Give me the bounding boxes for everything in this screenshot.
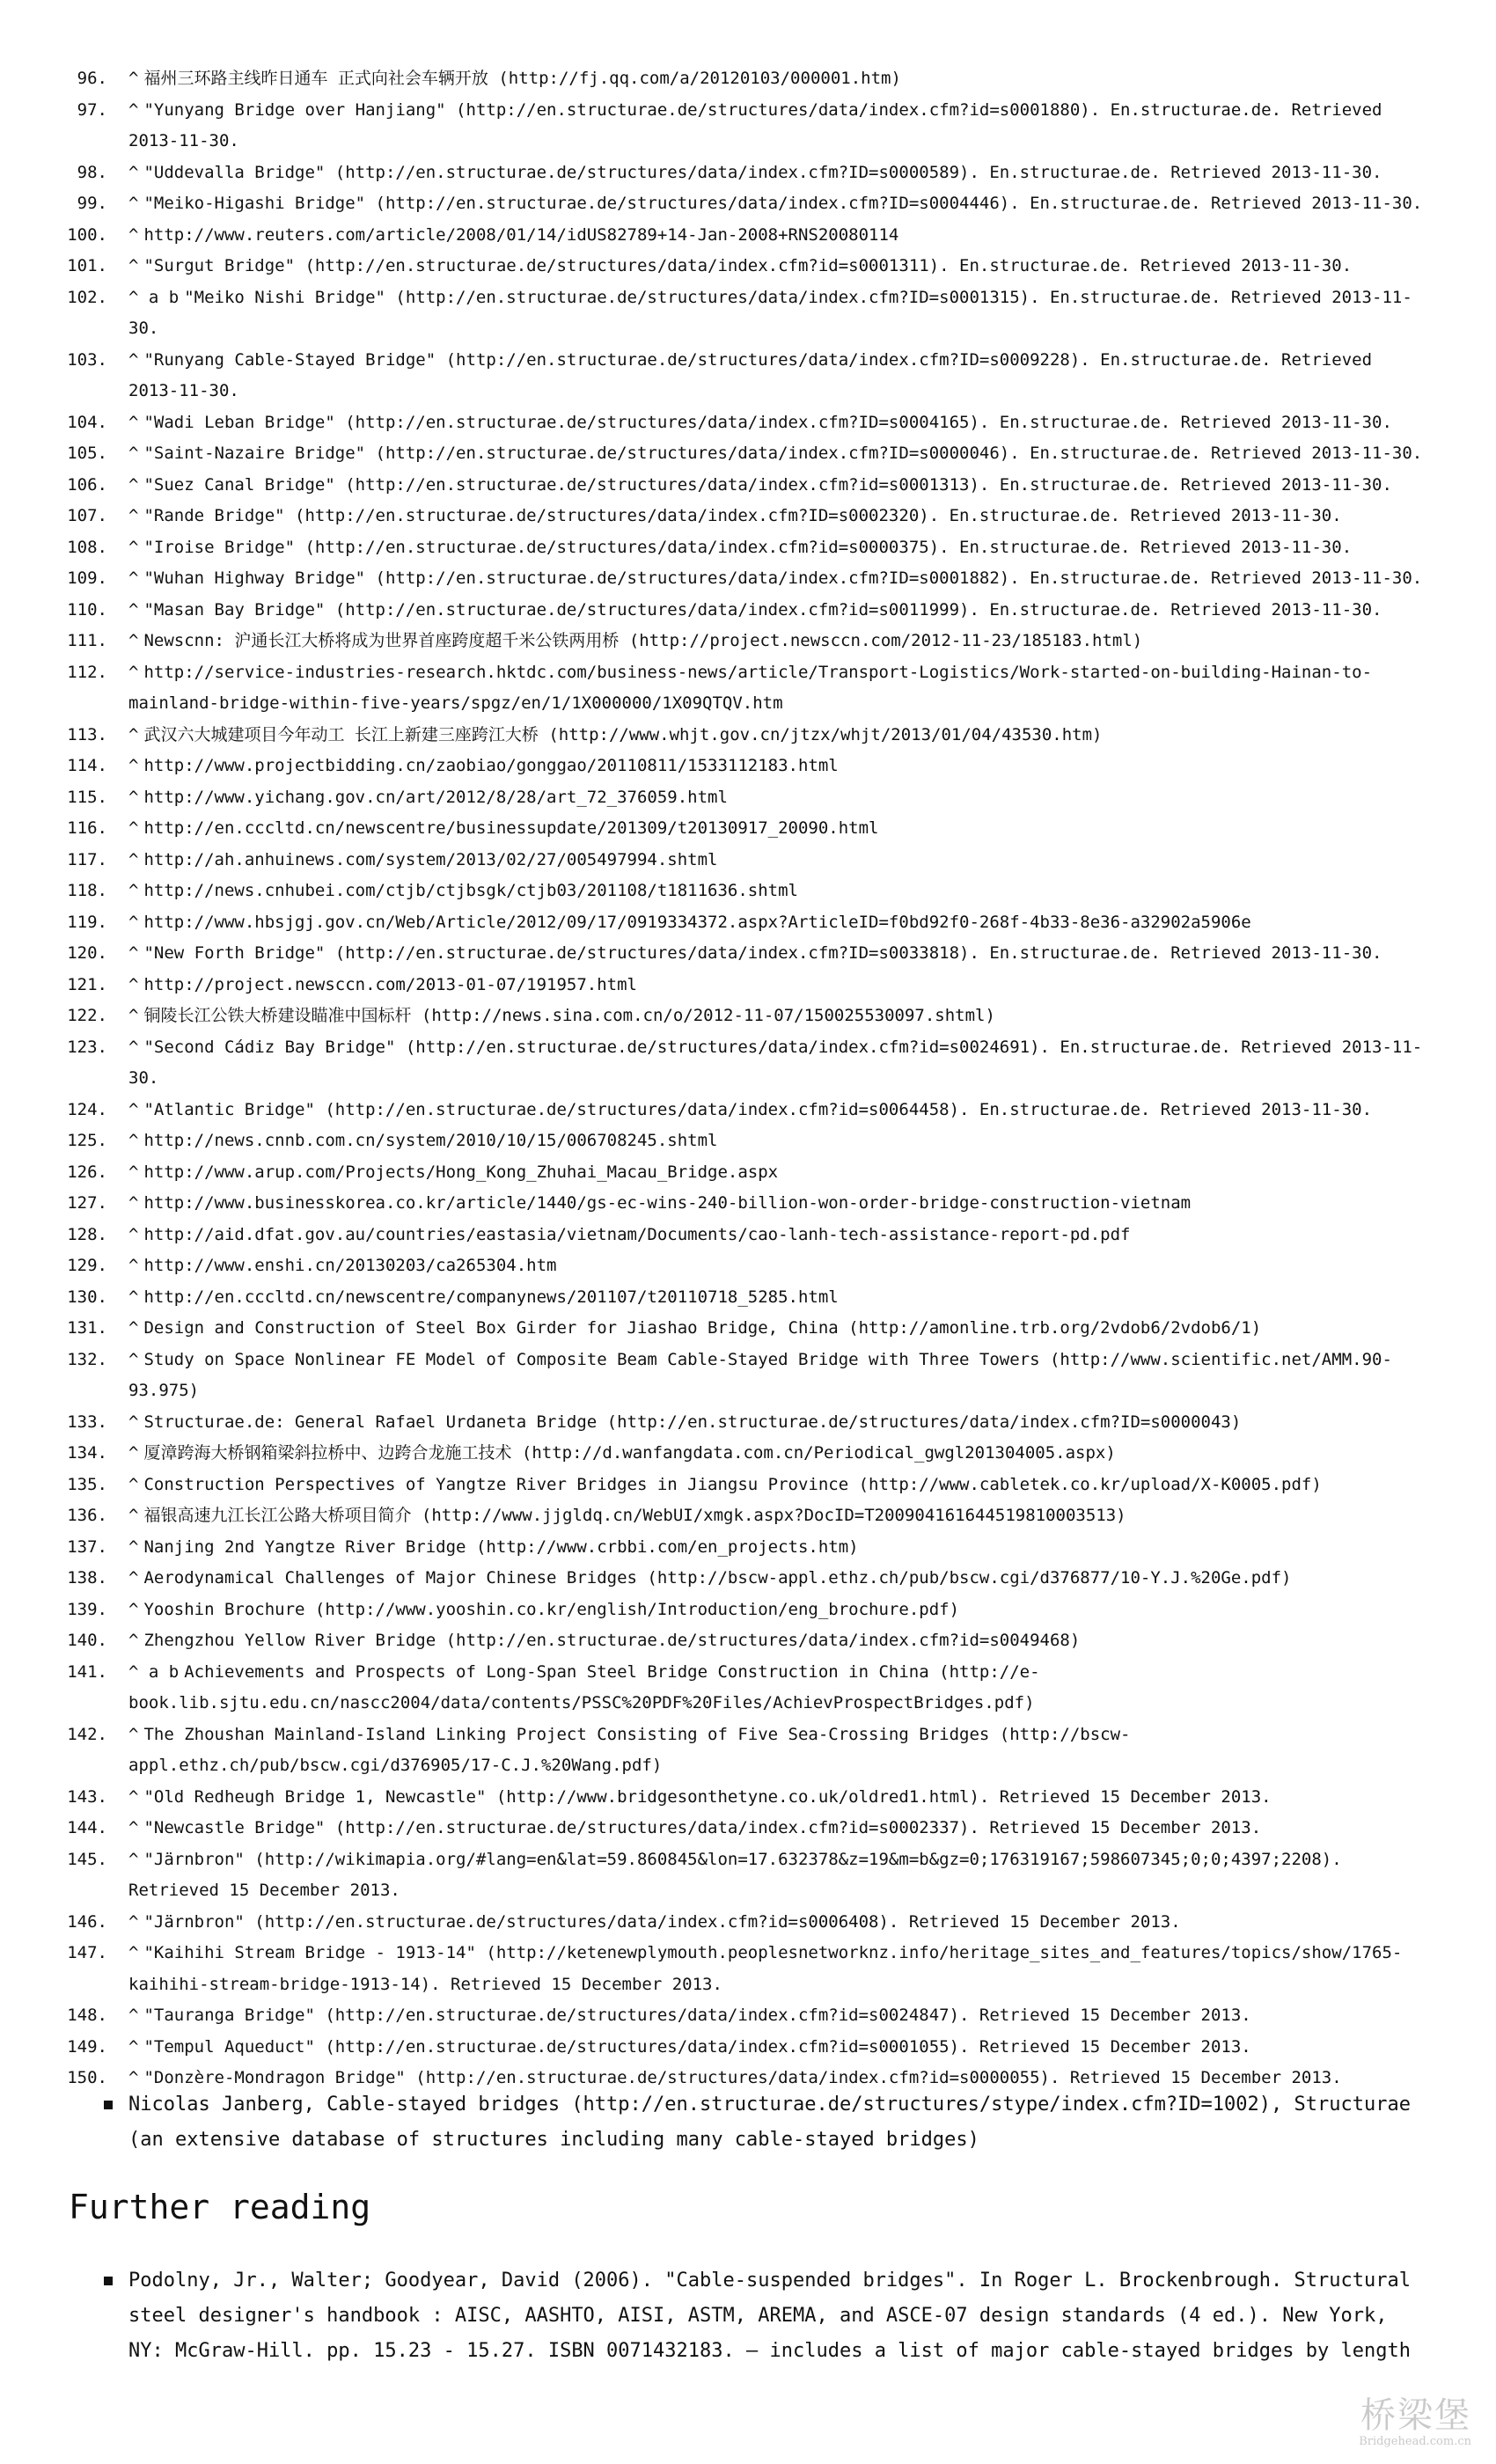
- bullet-item: [0, 2087, 1496, 2158]
- backlink-caret[interactable]: ^: [128, 256, 139, 275]
- backlink-caret[interactable]: ^: [128, 974, 139, 994]
- backlink-caret[interactable]: ^: [128, 912, 139, 932]
- watermark-text: 桥梁堡: [1360, 2395, 1471, 2436]
- reference-text[interactable]: Design and Construction of Steel Box Girder for Jiashao Bridge, China (http://amonline.trb.org/2vdob6/2vdob6/1): [143, 1318, 1262, 1338]
- reference-item: [0, 1563, 1496, 1595]
- backlink-caret[interactable]: ^: [128, 2036, 139, 2057]
- reference-number: 134.: [67, 1443, 107, 1463]
- backlink-caret[interactable]: ^: [128, 1193, 139, 1213]
- reference-text[interactable]: http://en.cccltd.cn/newscentre/companynews/201107/t20110718_5285.html: [143, 1287, 839, 1307]
- backlink-caret[interactable]: ^: [128, 474, 139, 495]
- reference-text[interactable]: Achievements and Prospects of Long-Span Steel Bridge Construction in China (http://e-book.lib.sjtu.edu.cn/nascc2004/data/contents/PSSC%20PDF%20Files/AchievProspectBridges.pdf): [128, 1661, 1040, 1712]
- reference-item: [0, 938, 1496, 970]
- backlink-caret[interactable]: ^: [128, 1224, 139, 1244]
- backlink-caret[interactable]: ^: [128, 1849, 139, 1869]
- reference-text[interactable]: "Saint-Nazaire Bridge" (http://en.structurae.de/structures/data/index.cfm?ID=s0000046). En.structurae.de. Retrieved 2013-11-30.: [143, 444, 1423, 463]
- reference-number: 128.: [67, 1224, 107, 1244]
- reference-item: [0, 158, 1496, 189]
- watermark-logo: [1359, 2396, 1471, 2448]
- reference-text[interactable]: "Wuhan Highway Bridge" (http://en.structurae.de/structures/data/index.cfm?ID=s0001882). En.structurae.de. Retrieved 2013-11-30.: [143, 568, 1423, 588]
- reference-number: 106.: [67, 474, 107, 495]
- reference-number: 112.: [67, 662, 107, 682]
- reference-item: [0, 970, 1496, 1001]
- bullet-text[interactable]: Nicolas Janberg, Cable-stayed bridges (http://en.structurae.de/structures/stype/index.cfm?ID=1002), Structurae (an extensive database of structures including many cable-stayed bridges): [128, 2094, 1411, 2151]
- reference-number: 121.: [67, 974, 107, 994]
- backlink-caret[interactable]: ^: [128, 2006, 139, 2025]
- reference-number: 114.: [67, 756, 107, 775]
- backlink-caret[interactable]: ^: [128, 1506, 139, 1525]
- reference-item: [0, 751, 1496, 782]
- reference-item: [0, 1220, 1496, 1251]
- reference-item: [0, 1625, 1496, 1657]
- reference-item: [0, 2000, 1496, 2032]
- reference-text[interactable]: "Meiko Nishi Bridge" (http://en.structurae.de/structures/data/index.cfm?ID=s0001315). En.structurae.de. Retrieved 2013-11-30.: [128, 287, 1412, 338]
- further-reading-list: [0, 2263, 1496, 2369]
- backlink-caret[interactable]: ^: [128, 99, 139, 120]
- reference-item: [0, 1157, 1496, 1189]
- reference-item: [0, 1250, 1496, 1282]
- reference-item: [0, 907, 1496, 939]
- backlink-caret[interactable]: ^: [128, 1131, 139, 1150]
- reference-text[interactable]: http://news.cnhubei.com/ctjb/ctjbsgk/ctjb03/201108/t1811636.shtml: [143, 881, 798, 900]
- backlink-caret[interactable]: ^: [128, 1631, 139, 1650]
- backlink-caret[interactable]: ^: [128, 1099, 139, 1119]
- reference-item: [0, 1844, 1496, 1907]
- reference-number: 105.: [67, 444, 107, 463]
- reference-item: [0, 1095, 1496, 1126]
- reference-number: 101.: [67, 256, 107, 275]
- reference-text[interactable]: "Iroise Bridge" (http://en.structurae.de/structures/data/index.cfm?id=s0000375). En.structurae.de. Retrieved 2013-11-30.: [143, 537, 1353, 557]
- reference-item: [0, 876, 1496, 907]
- reference-text[interactable]: The Zhoushan Mainland-Island Linking Project Consisting of Five Sea-Crossing Bridges (http://bscw-appl.ethz.ch/pub/bscw.cgi/d376905/17-C.J.%20Wang.pdf): [128, 1724, 1131, 1775]
- reference-number: 150.: [67, 2068, 107, 2087]
- reference-item: [0, 188, 1496, 220]
- reference-number: 100.: [67, 224, 107, 245]
- reference-text[interactable]: "Meiko-Higashi Bridge" (http://en.structurae.de/structures/data/index.cfm?ID=s0004446). En.structurae.de. Retrieved 2013-11-30.: [143, 194, 1423, 213]
- reference-item: [0, 1782, 1496, 1814]
- references-list: [0, 63, 1496, 2094]
- reference-item: [0, 1345, 1496, 1407]
- backlink-caret[interactable]: ^: [128, 224, 139, 245]
- backlink-caret[interactable]: ^: [128, 1006, 139, 1025]
- backlink-caret[interactable]: ^: [128, 724, 139, 744]
- reference-text[interactable]: http://news.cnnb.com.cn/system/2010/10/15/006708245.shtml: [143, 1131, 718, 1150]
- reference-number: 99.: [77, 194, 107, 213]
- reference-number: 139.: [67, 1599, 107, 1619]
- backlink-caret[interactable]: ^: [128, 1349, 139, 1369]
- reference-number: 135.: [67, 1474, 107, 1494]
- reference-item: [0, 1595, 1496, 1626]
- reference-number: 116.: [67, 818, 107, 838]
- backlink-caret[interactable]: ^: [128, 1256, 139, 1275]
- reference-item: [0, 407, 1496, 439]
- reference-number: 104.: [67, 412, 107, 432]
- backlink-caret[interactable]: ^: [128, 1818, 139, 1837]
- reference-item: [0, 813, 1496, 845]
- reference-text[interactable]: Newscnn: 沪通长江大桥将成为世界首座跨度超千米公铁两用桥 (http://project.newsccn.com/2012-11-23/185183.html): [143, 631, 1143, 650]
- reference-number: 102.: [67, 287, 107, 307]
- external-links-list: [0, 2087, 1496, 2158]
- reference-number: 125.: [67, 1131, 107, 1150]
- backlink-caret[interactable]: ^ a b: [128, 1661, 180, 1682]
- backlink-caret[interactable]: ^: [128, 662, 139, 682]
- reference-text[interactable]: "Tauranga Bridge" (http://en.structurae.de/structures/data/index.cfm?id=s0024847). Retrieved 15 December 2013.: [143, 2006, 1251, 2025]
- reference-text[interactable]: 福州三环路主线昨日通车 正式向社会车辆开放 (http://fj.qq.com/a/20120103/000001.htm): [143, 69, 901, 88]
- backlink-caret[interactable]: ^: [128, 412, 139, 432]
- backlink-caret[interactable]: ^: [128, 881, 139, 900]
- bullet-icon: [104, 2101, 113, 2109]
- reference-text[interactable]: Nanjing 2nd Yangtze River Bridge (http://www.crbbi.com/en_projects.htm): [143, 1536, 859, 1557]
- reference-text[interactable]: "Kaihihi Stream Bridge - 1913-14" (http://ketenewplymouth.peoplesnetworknz.info/heritage_sites_and_features/topics/show/1765-kaihihi-stream-bridge-1913-14). Retrieved 15 December 2013.: [128, 1943, 1403, 1994]
- reference-text[interactable]: "Yunyang Bridge over Hanjiang" (http://en.structurae.de/structures/data/index.cfm?id=s0001880). En.structurae.de. Retrieved 2013-11-30.: [128, 99, 1382, 150]
- backlink-caret[interactable]: ^: [128, 943, 139, 963]
- reference-item: [0, 2032, 1496, 2064]
- reference-item: [0, 1313, 1496, 1345]
- reference-text[interactable]: http://aid.dfat.gov.au/countries/eastasia/vietnam/Documents/cao-lanh-tech-assistance-report-pd.pdf: [143, 1224, 1131, 1244]
- reference-number: 144.: [67, 1818, 107, 1837]
- reference-number: 130.: [67, 1287, 107, 1307]
- reference-number: 126.: [67, 1162, 107, 1182]
- reference-item: [0, 282, 1496, 345]
- reference-text[interactable]: 福银高速九江长江公路大桥项目简介 (http://www.jjgldq.cn/WebUI/xmgk.aspx?DocID=T2009041616445198100035​13): [143, 1506, 1126, 1525]
- reference-text[interactable]: http://www.reuters.com/article/2008/01/14/idUS82789+14-Jan-2008+RNS20080114: [143, 224, 899, 245]
- reference-number: 133.: [67, 1412, 107, 1432]
- backlink-caret[interactable]: ^: [128, 349, 139, 370]
- reference-number: 140.: [67, 1631, 107, 1650]
- reference-number: 103.: [67, 349, 107, 370]
- backlink-caret[interactable]: ^: [128, 2068, 139, 2087]
- backlink-caret[interactable]: ^: [128, 162, 139, 182]
- reference-item: [0, 220, 1496, 252]
- backlink-caret[interactable]: ^: [128, 1724, 139, 1744]
- reference-text[interactable]: "Uddevalla Bridge" (http://en.structurae.de/structures/data/index.cfm?ID=s0000589). En.structurae.de. Retrieved 2013-11-30.: [143, 162, 1382, 182]
- backlink-caret[interactable]: ^: [128, 1911, 139, 1932]
- watermark-domain: Bridgehead.com.cn: [1359, 2435, 1471, 2448]
- reference-number: 148.: [67, 2006, 107, 2025]
- reference-item: [0, 1126, 1496, 1157]
- reference-item: [0, 251, 1496, 282]
- reference-text[interactable]: http://ah.anhuinews.com/system/2013/02/27/005497994.shtml: [143, 849, 718, 869]
- reference-item: [0, 626, 1496, 657]
- reference-text[interactable]: "Wadi Leban Bridge" (http://en.structurae.de/structures/data/index.cfm?ID=s0004165). En.structurae.de. Retrieved 2013-11-30.: [143, 412, 1392, 432]
- reference-item: [0, 345, 1496, 407]
- reference-number: 149.: [67, 2036, 107, 2057]
- reference-text[interactable]: "Newcastle Bridge" (http://en.structurae.de/structures/data/index.cfm?id=s0002337). Retrieved 15 December 2013.: [143, 1818, 1262, 1837]
- reference-item: [0, 1720, 1496, 1782]
- reference-item: [0, 95, 1496, 158]
- reference-number: 137.: [67, 1536, 107, 1557]
- reference-text[interactable]: Structurae.de: General Rafael Urdaneta Bridge (http://en.structurae.de/structures/data/index.cfm?ID=s0000043): [143, 1412, 1242, 1432]
- reference-text[interactable]: Zhengzhou Yellow River Bridge (http://en.structurae.de/structures/data/index.cfm?id=s0049468): [143, 1631, 1081, 1650]
- backlink-caret[interactable]: ^: [128, 444, 139, 463]
- reference-number: 107.: [67, 506, 107, 525]
- reference-number: 127.: [67, 1193, 107, 1213]
- reference-number: 141.: [67, 1661, 107, 1682]
- reference-item: [0, 1532, 1496, 1564]
- backlink-caret[interactable]: ^: [128, 537, 139, 557]
- reference-item: [0, 1657, 1496, 1720]
- reference-number: 147.: [67, 1943, 107, 1962]
- backlink-caret[interactable]: ^: [128, 1568, 139, 1588]
- reference-text[interactable]: http://www.enshi.cn/20130203/ca265304.htm: [143, 1256, 557, 1275]
- reference-text[interactable]: http://www.yichang.gov.cn/art/2012/8/28/art_72_376059.html: [143, 787, 728, 807]
- backlink-caret[interactable]: ^: [128, 1943, 139, 1962]
- reference-number: 132.: [67, 1349, 107, 1369]
- reference-item: [0, 1282, 1496, 1314]
- reference-number: 142.: [67, 1724, 107, 1744]
- reference-item: [0, 532, 1496, 564]
- bullet-icon: [104, 2277, 113, 2285]
- reference-item: [0, 438, 1496, 470]
- reference-number: 110.: [67, 599, 107, 620]
- reference-item: [0, 720, 1496, 752]
- reference-text[interactable]: Study on Space Nonlinear FE Model of Composite Beam Cable-Stayed Bridge with Three Towers (http://www.scientific.net/AMM.90-93.975): [128, 1349, 1392, 1400]
- reference-item: [0, 657, 1496, 720]
- reference-item: [0, 1907, 1496, 1939]
- backlink-caret[interactable]: ^: [128, 69, 139, 88]
- reference-text[interactable]: 铜陵长江公铁大桥建设瞄准中国标杆 (http://news.sina.com.cn/o/2012-11-07/150025530097.shtml): [143, 1006, 995, 1025]
- bullet-text[interactable]: Podolny, Jr., Walter; Goodyear, David (2006). "Cable-suspended bridges". In Roger L. Brockenbrough. Structural steel designer's handbook : AISC, AASHTO, AISI, ASTM, AREMA, and ASCE-07 design standards (4 ed.). New York, NY: McGraw-Hill. pp. 15.23 - 15.27. ISBN 0071432183. — includes a list of major cable-stayed bridges by length: [128, 2270, 1411, 2362]
- reference-text[interactable]: http://www.projectbidding.cn/zaobiao/gonggao/20110811/1533112183.html: [143, 756, 839, 775]
- reference-number: 145.: [67, 1849, 107, 1869]
- reference-item: [0, 1001, 1496, 1032]
- reference-item: [0, 1032, 1496, 1095]
- reference-item: [0, 470, 1496, 502]
- backlink-caret[interactable]: ^: [128, 599, 139, 620]
- reference-text[interactable]: "Second Cádiz Bay Bridge" (http://en.structurae.de/structures/data/index.cfm?id=s0024691). En.structurae.de. Retrieved 2013-11-30.: [128, 1037, 1423, 1088]
- reference-text[interactable]: "Atlantic Bridge" (http://en.structurae.de/structures/data/index.cfm?id=s0064458). En.structurae.de. Retrieved 2013-11-30.: [143, 1099, 1373, 1119]
- reference-item: [0, 1470, 1496, 1501]
- reference-text[interactable]: "Suez Canal Bridge" (http://en.structurae.de/structures/data/index.cfm?id=s0001313). En.structurae.de. Retrieved 2013-11-30.: [143, 474, 1392, 495]
- reference-number: 119.: [67, 912, 107, 932]
- reference-text[interactable]: http://service-industries-research.hktdc.com/business-news/article/Transport-Logistics/Work-started-on-building-Hainan-to-mainland-bridge-within-five-years/spgz/en/1/1X000000/1X09QTQV.htm: [128, 662, 1373, 713]
- reference-number: 115.: [67, 787, 107, 807]
- reference-number: 143.: [67, 1786, 107, 1807]
- backlink-caret[interactable]: ^: [128, 568, 139, 588]
- reference-text[interactable]: http://www.hbsjgj.gov.cn/Web/Article/2012/09/17/0919334372.aspx?ArticleID=f0bd92f0-268f-4b33-8e36-a32902a5906e: [143, 912, 1251, 932]
- reference-number: 146.: [67, 1911, 107, 1932]
- reference-text[interactable]: "Järnbron" (http://en.structurae.de/structures/data/index.cfm?id=s0006408). Retrieved 15 December 2013.: [143, 1911, 1181, 1932]
- reference-item: [0, 563, 1496, 595]
- reference-text[interactable]: 武汉六大城建项目今年动工 长江上新建三座跨江大桥 (http://www.whjt.gov.cn/jtzx/whjt/2013/01/04/43530.htm): [143, 724, 1103, 744]
- backlink-caret[interactable]: ^: [128, 787, 139, 807]
- reference-text[interactable]: "Rande Bridge" (http://en.structurae.de/structures/data/index.cfm?ID=s0002320). En.structurae.de. Retrieved 2013-11-30.: [143, 506, 1342, 525]
- reference-number: 108.: [67, 537, 107, 557]
- backlink-caret[interactable]: ^: [128, 849, 139, 869]
- backlink-caret[interactable]: ^: [128, 818, 139, 838]
- backlink-caret[interactable]: ^: [128, 1318, 139, 1338]
- reference-number: 129.: [67, 1256, 107, 1275]
- further-reading-heading: Further reading: [69, 2188, 371, 2226]
- reference-number: 109.: [67, 568, 107, 588]
- reference-text[interactable]: "Tempul Aqueduct" (http://en.structurae.de/structures/data/index.cfm?id=s0001055). Retrieved 15 December 2013.: [143, 2036, 1251, 2057]
- reference-number: 122.: [67, 1006, 107, 1025]
- reference-number: 136.: [67, 1506, 107, 1525]
- reference-number: 131.: [67, 1318, 107, 1338]
- backlink-caret[interactable]: ^: [128, 1412, 139, 1432]
- reference-text[interactable]: Aerodynamical Challenges of Major Chinese Bridges (http://bscw-appl.ethz.ch/pub/bscw.cgi/d376877/10-Y.J.%20Ge.pdf): [143, 1568, 1292, 1588]
- reference-text[interactable]: "New Forth Bridge" (http://en.structurae.de/structures/data/index.cfm?ID=s0033818). En.structurae.de. Retrieved 2013-11-30.: [143, 943, 1382, 963]
- backlink-caret[interactable]: ^: [128, 1443, 139, 1463]
- backlink-caret[interactable]: ^: [128, 1536, 139, 1557]
- reference-item: [0, 595, 1496, 627]
- reference-number: 97.: [77, 99, 107, 120]
- reference-number: 111.: [67, 631, 107, 650]
- reference-text[interactable]: Yooshin Brochure (http://www.yooshin.co.kr/english/Introduction/eng_brochure.pdf): [143, 1599, 960, 1619]
- reference-number: 124.: [67, 1099, 107, 1119]
- backlink-caret[interactable]: ^ a b: [128, 287, 180, 307]
- reference-number: 117.: [67, 849, 107, 869]
- reference-text[interactable]: "Järnbron" (http://wikimapia.org/#lang=en&lat=59.860845&lon=17.632378&z=19&m=b&gz=0;176319167;598607345;0;0;4397;2208). Retrieved 15 December 2013.: [128, 1849, 1342, 1900]
- reference-number: 123.: [67, 1037, 107, 1057]
- backlink-caret[interactable]: ^: [128, 1786, 139, 1807]
- reference-text[interactable]: "Surgut Bridge" (http://en.structurae.de/structures/data/index.cfm?id=s0001311). En.structurae.de. Retrieved 2013-11-30.: [143, 256, 1353, 275]
- backlink-caret[interactable]: ^: [128, 1474, 139, 1494]
- backlink-caret[interactable]: ^: [128, 631, 139, 650]
- reference-item: [0, 1813, 1496, 1844]
- backlink-caret[interactable]: ^: [128, 194, 139, 213]
- reference-text[interactable]: http://project.newsccn.com/2013-01-07/191957.html: [143, 974, 637, 994]
- reference-item: [0, 845, 1496, 876]
- reference-item: [0, 63, 1496, 95]
- reference-text[interactable]: "Runyang Cable-Stayed Bridge" (http://en.structurae.de/structures/data/index.cfm?ID=s0009228). En.structurae.de. Retrieved 2013-11-30.: [128, 349, 1373, 400]
- backlink-caret[interactable]: ^: [128, 1599, 139, 1619]
- reference-text[interactable]: "Old Redheugh Bridge 1, Newcastle" (http://www.bridgesonthetyne.co.uk/oldred1.html). Retrieved 15 December 2013.: [143, 1786, 1272, 1807]
- reference-number: 118.: [67, 881, 107, 900]
- reference-number: 96.: [77, 69, 107, 88]
- reference-text[interactable]: http://en.cccltd.cn/newscentre/businessupdate/201309/t20130917_20090.html: [143, 818, 879, 838]
- reference-text[interactable]: 厦漳跨海大桥钢箱梁斜拉桥中、边跨合龙施工技术 (http://d.wanfangdata.com.cn/Periodical_gwgl201304005.aspx): [143, 1443, 1116, 1463]
- backlink-caret[interactable]: ^: [128, 756, 139, 775]
- reference-number: 98.: [77, 162, 107, 182]
- reference-number: 113.: [67, 724, 107, 744]
- backlink-caret[interactable]: ^: [128, 1287, 139, 1307]
- reference-item: [0, 782, 1496, 814]
- backlink-caret[interactable]: ^: [128, 506, 139, 525]
- reference-item: [0, 1407, 1496, 1439]
- reference-text[interactable]: Construction Perspectives of Yangtze River Bridges in Jiangsu Province (http://www.cabletek.co.kr/upload/X-K0005.pdf): [143, 1474, 1322, 1494]
- reference-item: [0, 1938, 1496, 2000]
- backlink-caret[interactable]: ^: [128, 1037, 139, 1057]
- reference-number: 120.: [67, 943, 107, 963]
- reference-item: [0, 1438, 1496, 1470]
- reference-item: [0, 1500, 1496, 1532]
- reference-text[interactable]: http://www.businesskorea.co.kr/article/1440/gs-ec-wins-240-billion-won-order-bridge-construction-vietnam: [143, 1193, 1192, 1213]
- bullet-item: [0, 2263, 1496, 2369]
- reference-text[interactable]: "Masan Bay Bridge" (http://en.structurae.de/structures/data/index.cfm?id=s0011999). En.structurae.de. Retrieved 2013-11-30.: [143, 599, 1382, 620]
- reference-item: [0, 1188, 1496, 1220]
- reference-number: 138.: [67, 1568, 107, 1588]
- reference-text[interactable]: "Donzère-Mondragon Bridge" (http://en.structurae.de/structures/data/index.cfm?id=s0000055). Retrieved 15 December 2013.: [143, 2068, 1342, 2087]
- backlink-caret[interactable]: ^: [128, 1162, 139, 1182]
- reference-text[interactable]: http://www.arup.com/Projects/Hong_Kong_Zhuhai_Macau_Bridge.aspx: [143, 1162, 779, 1182]
- reference-item: [0, 501, 1496, 532]
